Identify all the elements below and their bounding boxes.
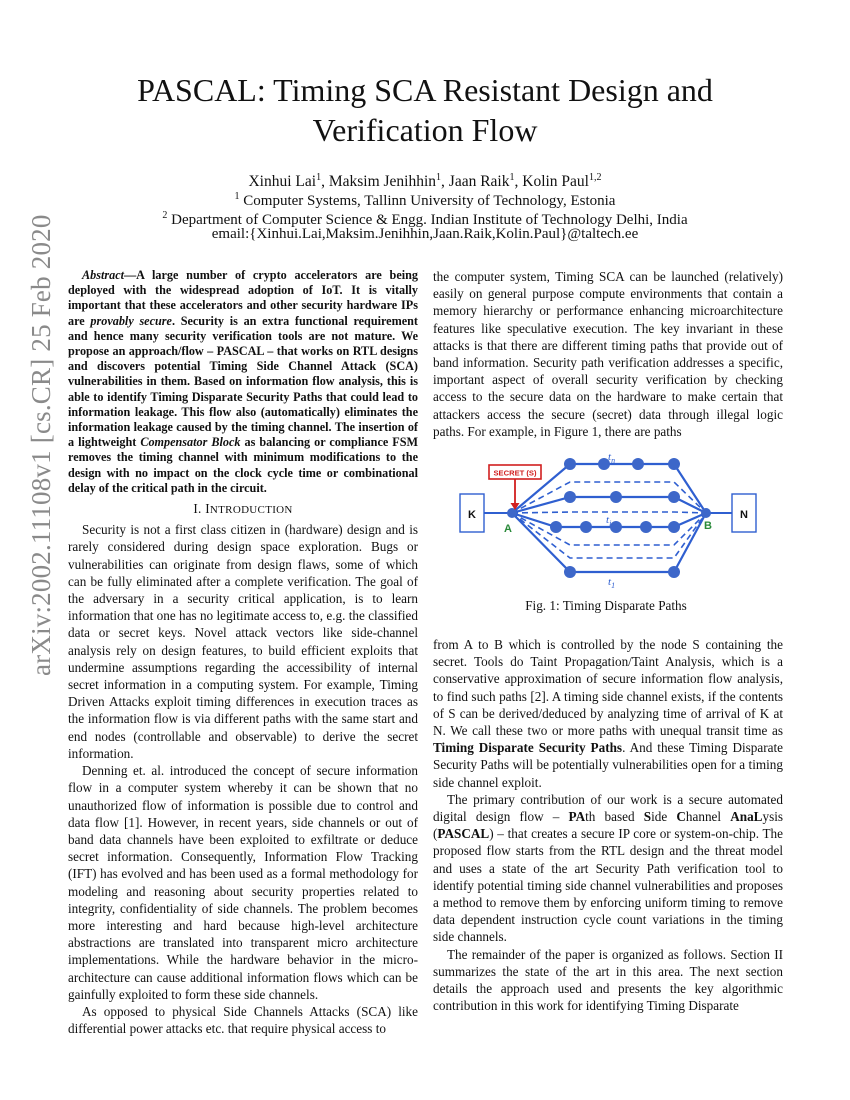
title-line-1: PASCAL: Timing SCA Resistant Design and [137, 72, 713, 108]
paragraph-text: hannel [685, 809, 731, 825]
author-name: Maksim Jenihhin [328, 173, 437, 191]
paragraph-text: . And these Timing Disparate Security Paths will be potentially vulnerabilities open for a timing side channel exploit. [433, 740, 784, 790]
section-number: I. [193, 501, 206, 517]
abstract-text-3: as balancing or compliance FSM removes the timing channel with minimum modifications to the design with no impact on the clock cycle time or combinational delay of the critical path in the circuit. [68, 435, 419, 495]
abstract-dash: — [123, 268, 137, 282]
path-node [668, 458, 680, 470]
acronym-letter: AnaL [730, 809, 763, 825]
label-ti: $t_i$ [606, 514, 612, 528]
affiliation-sup: 1 [234, 191, 240, 202]
affiliation-sup: 2 [162, 210, 168, 221]
section-initial: I [205, 501, 210, 517]
path-node [610, 521, 622, 533]
path-node [580, 521, 592, 533]
author-list: Xinhui Lai$^1$, Maksim Jenihhin$^1$, Jaan Raik$^1$, Kolin Paul$^{1,2}$ [248, 172, 602, 191]
path-node [668, 521, 680, 533]
author-sup: 1 [316, 172, 322, 183]
node-k-label: K [468, 509, 476, 521]
right-column-bottom [433, 636, 783, 1014]
dashed-path-2 [512, 512, 706, 513]
path-node [564, 458, 576, 470]
abstract-text-1: A large number of crypto accelerators are being deployed with the widespread adoption of IoT. It is vitally important that these accelerators and other security hardware IPs are [68, 268, 418, 328]
paragraph-text: ide [651, 809, 677, 825]
right-paragraph-3 [433, 791, 783, 946]
paragraph-text: ysis ( [433, 809, 783, 842]
affiliation-text: Computer Systems, Tallinn University of Technology, Estonia [239, 193, 616, 209]
abstract-emphasis-2: Compensator Block [140, 435, 241, 450]
node-n-label: N [740, 509, 748, 521]
intro-paragraph-2: Denning et. al. introduced the concept of secure information flow in a computer system whereby it can be shown that no unauthorized flow of information is possible due to control and data flow [1]. However, in recent years, side channels or out of band data channels have been exploited to exfiltrate or deduce secret information. Consequently, Information Flow Tracking (IFT) has evolved and has been used as a formal methodology for modeling and reasoning about security properties related to integrity, confidentiality of side channels. The problem becomes more interesting and hard because high-level architecture abstractions are translated into transparent micro architecture implementations. While the hardware behavior in the micro-architecture can cause additional information flows which can be gainfully exploited to form these side channels. [68, 763, 418, 1002]
right-paragraph-2 [433, 636, 783, 791]
abstract-label: Abstract [82, 268, 124, 282]
acronym-letter: C [676, 809, 686, 825]
acronym-letter: S [643, 809, 652, 825]
paragraph-text: from A to B which is controlled by the node S containing the secret. Tools do Taint Propagation/Taint Analysis, which is a conservative approximation of secure information flow analysis, to find such paths [2]. A timing side channel exists, if the contents of S can be derived/deduced by analyzing time of arrival of K at N. We call these two or more paths with unequal transit time as [433, 637, 783, 739]
path-node [564, 566, 576, 578]
path-node [632, 458, 644, 470]
arxiv-stamp-text: arXiv:2002.11108v1 [cs.CR] 25 Feb 2020 [26, 214, 56, 676]
abstract-emphasis-1: provably secure [90, 313, 172, 328]
paragraph-text: th based [585, 809, 644, 825]
author-sup: 1 [436, 172, 442, 183]
right-column-top [433, 268, 783, 440]
path-node [564, 491, 576, 503]
right-paragraph-4: The remainder of the paper is organized as follows. Section II summarizes the state of the art in this area. The next section details the approach used and presents the key algorithmic contribution in this work for identifying Timing Disparate [433, 946, 783, 1014]
intro-paragraph-3: As opposed to physical Side Channels Attacks (SCA) like differential power attacks etc. that require physical access to [68, 1003, 418, 1037]
path-node [668, 491, 680, 503]
arxiv-stamp [4, 214, 56, 676]
author-name: Xinhui Lai [248, 173, 317, 191]
title-line-2: Verification Flow [312, 112, 538, 148]
timing-paths-figure [436, 452, 776, 600]
node-a [507, 508, 517, 518]
path-node [610, 491, 622, 503]
node-a-label: A [504, 523, 512, 535]
paragraph-bold-term: Timing Disparate Security Paths [433, 740, 623, 756]
paragraph-text: ) – that creates a secure IP core or system-on-chip. The proposed flow starts from the RTL design and the threat model and uses a state of the art Security Path verification tool to identify potential timing side channel vulnerabilities and proposes a method to remove them by enforcing uniform timing to remove data dependent instruction cycle count variations in the timing side channels. [433, 826, 783, 945]
author-sup: 1 [509, 172, 515, 183]
author-name: Jaan Raik [448, 173, 510, 191]
intro-paragraph-1: Security is not a first class citizen in (hardware) design and is rarely considered during design space exploration. Bugs or vulnerabilities can originate from design flaws, some of which can be fully eliminated after a complete verification. The goal of the adversary in a security critical application, is to learn information that one has no legitimate access to, e.g. the classified data or secret keys. Novel attack vectors like side-channel analysis rely on design features, to build efficient exploits that undermine assumptions regarding the accessibility of internal secret information in a computing system. For example, Timing Driven Attacks exploit timing differences in execution traces as the information flow is via different paths with the same start and end nodes (controllable and observable) to derive the secret information. [68, 522, 418, 761]
author-sup: 1,2 [589, 172, 602, 183]
right-paragraph-1: the computer system, Timing SCA can be launched (relatively) easily on general purpose compute environments that contain a memory hierarchy or performance enhancing microarchitecture features like speculative execution. The key invariant in these attacks is that there are different timing paths that provide out of band information. Security path verification addresses a specific, important aspect of overall security verification by checking access to the secure data on the hardware to make certain that attackers access the secure (secret) data through illegal logic paths. For example, in Figure 1, there are paths [433, 269, 783, 439]
section-title-rest: NTRODUCTION [209, 504, 293, 517]
acronym-bold: PASCAL [437, 826, 490, 842]
email-line: email:{Xinhui.Lai,Maksim.Jenihhin,Jaan.Raik,Kolin.Paul}@taltech.ee [211, 226, 639, 242]
affiliation-text: Department of Computer Science & Engg. Indian Institute of Technology Delhi, India [167, 212, 688, 228]
figure-caption: Fig. 1: Timing Disparate Paths [525, 598, 687, 613]
path-node [668, 566, 680, 578]
path-node [640, 521, 652, 533]
paragraph-text: The primary contribution of our work is a secure automated digital design flow – [433, 791, 783, 825]
author-name: Kolin Paul [522, 173, 589, 191]
secret-label: SECRET (S) [493, 468, 537, 478]
node-b [701, 508, 711, 518]
label-t1: $t_1$ [608, 576, 616, 590]
acronym-letter: PA [568, 809, 586, 825]
paper-title [100, 70, 750, 150]
node-b-label: B [704, 520, 712, 532]
label-tn: $t_n$ [608, 452, 616, 465]
left-column [68, 268, 418, 1037]
abstract [68, 268, 418, 496]
path-node [550, 521, 562, 533]
abstract-text-2: . Security is an extra functional requirement and hence many security verification tools are not mature. We propose an approach/flow – PASCAL – that works on RTL designs and discovers potential Timing Side Channel Attack (SCA) vulnerabilities in them. Based on information flow analysis, this is able to identify Timing Disparate Security Paths that could lead to information leakage. This flow also (automatically) eliminates the information leakage caused by the timing channel. The insertion of a lightweight [68, 313, 418, 450]
section-heading-introduction [68, 500, 418, 519]
